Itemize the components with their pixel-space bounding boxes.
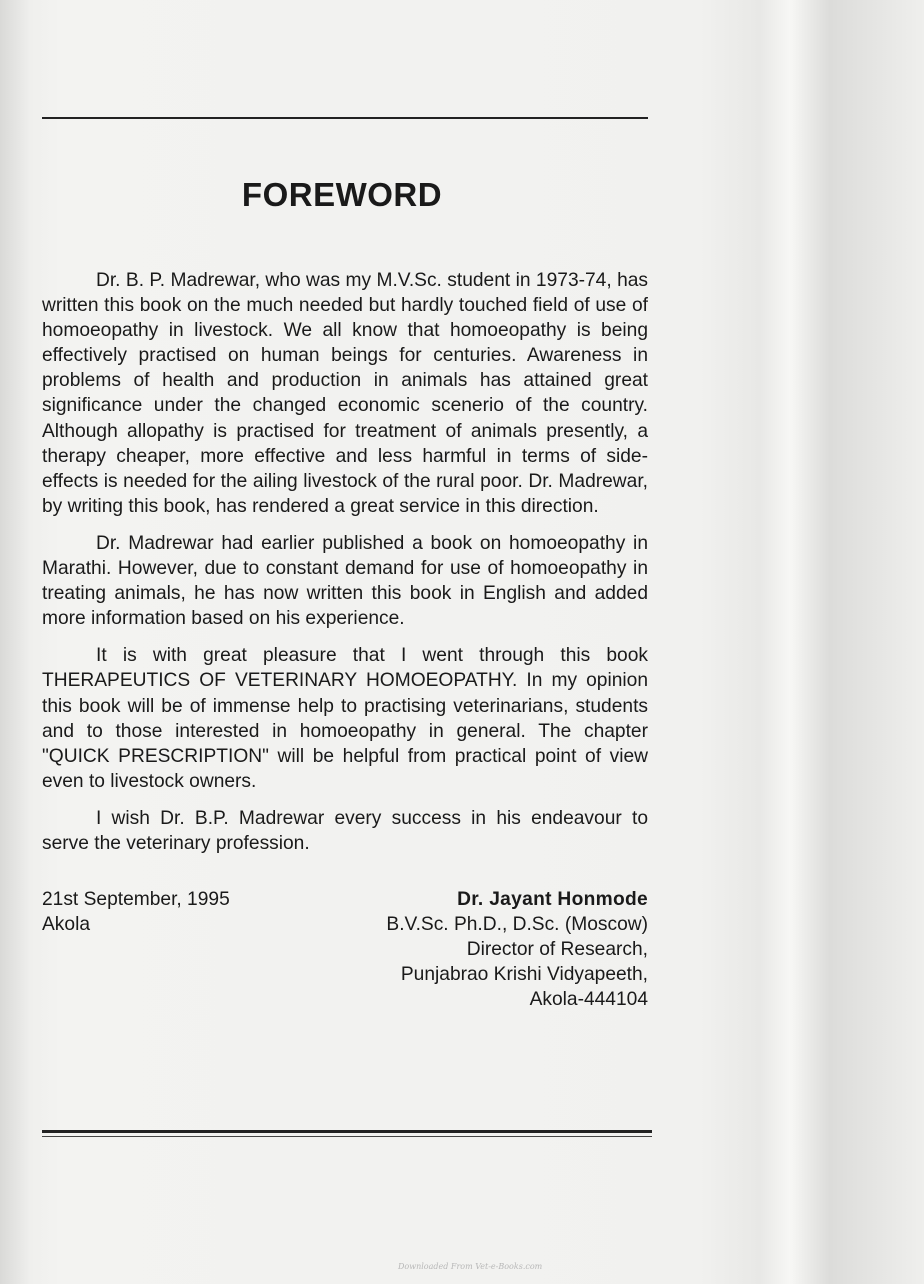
paragraph-2: Dr. Madrewar had earlier published a book on homoeopathy in Marathi. However, due to constant demand for use of homoeopathy in treating animals, he has now written this book in English and added more information based on his experience. [42, 532, 648, 630]
watermark-text: Downloaded From Vet-e-Books.com [398, 1262, 543, 1271]
signature-block [386, 887, 648, 1012]
paragraph-3: It is with great pleasure that I went through this book THERAPEUTICS OF VETERINARY HOMOEOPATHY. In my opinion this book will be of immense help to practising veterinarians, students and to those interested in homoeopathy in general. The chapter "QUICK PRESCRIPTION" will be helpful from practical point of view even to livestock owners. [42, 645, 648, 792]
author-degrees: B.V.Sc. Ph.D., D.Sc. (Moscow) [386, 914, 648, 936]
author-address: Akola-444104 [529, 989, 648, 1011]
bottom-rule-thick [42, 1130, 652, 1133]
paragraph-1: Dr. B. P. Madrewar, who was my M.V.Sc. student in 1973-74, has written this book on the much needed but hardly touched field of use of homoeopathy in livestock. We all know that homoeopathy is being effectively practised on human beings for centuries. Awareness in problems of health and production in animals has attained great significance under the changed economic scenerio of the country. Although allopathy is practised for treatment of animals presently, a therapy cheaper, more effective and less harmful in terms of side-effects is needed for the ailing livestock of the rural poor. Dr. Madrewar, by writing this book, has rendered a great service in this direction. [42, 270, 648, 517]
signoff-place: Akola [42, 914, 90, 935]
author-institution: Punjabrao Krishi Vidyapeeth, [400, 964, 648, 986]
bottom-rule-thin [42, 1136, 652, 1137]
author-position: Director of Research, [466, 939, 648, 961]
foreword-body [42, 268, 648, 856]
page-title: FOREWORD [241, 176, 443, 213]
top-rule [42, 117, 648, 119]
signoff-date: 21st September, 1995 [42, 889, 230, 910]
author-name: Dr. Jayant Honmode [457, 889, 648, 910]
paragraph-4: I wish Dr. B.P. Madrewar every success in his endeavour to serve the veterinary profession. [42, 807, 648, 854]
